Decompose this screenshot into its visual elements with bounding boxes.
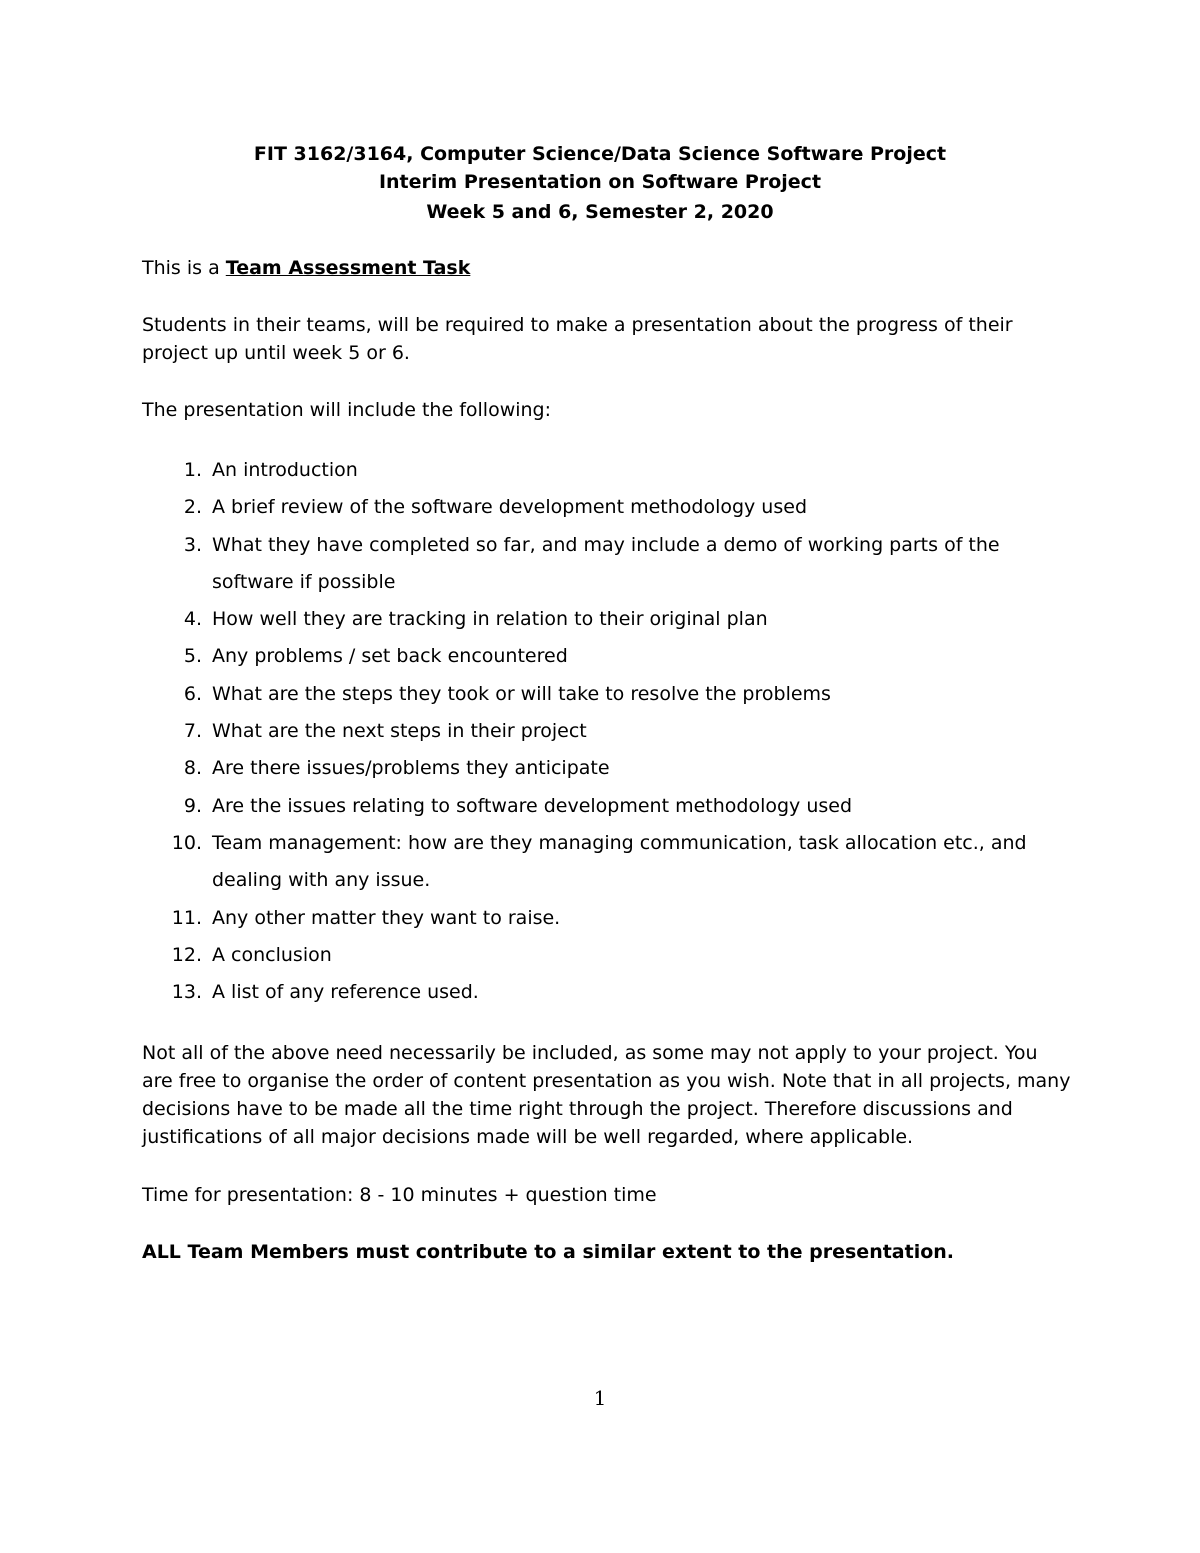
list-item-text: What are the steps they took or will take to resolve the problems (212, 682, 831, 705)
list-item-number: 5. (183, 645, 202, 668)
list-item-text: A conclusion (212, 943, 332, 966)
list-item-number: 12. (171, 943, 202, 966)
list-item (142, 750, 1042, 787)
list-item (142, 601, 1042, 638)
list-item (142, 638, 1042, 675)
list-item-text: How well they are tracking in relation to their original plan (212, 608, 768, 631)
list-item-number: 6. (183, 682, 202, 705)
list-item-number: 4. (183, 608, 202, 631)
list-item-number: 3. (183, 533, 202, 556)
list-item (142, 452, 1042, 489)
list-item-number: 9. (183, 794, 202, 817)
list-item-number: 13. (171, 981, 202, 1004)
list-item-text: Are there issues/problems they anticipate (212, 757, 610, 780)
time-paragraph: Time for presentation: 8 - 10 minutes + question time (142, 1184, 657, 1206)
list-item (142, 937, 1042, 974)
list-item-text: What are the next steps in their project (212, 720, 587, 743)
list-item-number: 7. (183, 720, 202, 743)
intro-prefix: This is a (142, 257, 226, 279)
list-item (142, 900, 1042, 937)
list-item-number: 8. (183, 757, 202, 780)
list-item (142, 974, 1042, 1011)
intro-paragraph (142, 254, 1072, 282)
list-item-text: Any other matter they want to raise. (212, 906, 561, 929)
intro-emphasis: Team Assessment Task (225, 257, 471, 279)
includes-paragraph: The presentation will include the following: (142, 399, 552, 421)
note-paragraph: Not all of the above need necessarily be included, as some may not apply to your project. You are free to organise the order of content presentation as you wish. Note that in all projects, many decisions have to be made all the time right through the project. Therefore discussions and justifications of all major decisions made will be well regarded, where applicable. (142, 1042, 1071, 1148)
list-item-number: 2. (183, 496, 202, 519)
list-item-text: Are the issues relating to software development methodology used (212, 794, 853, 817)
list-item-text: A list of any reference used. (212, 981, 479, 1004)
list-item-number: 11. (171, 906, 202, 929)
all-members-paragraph: ALL Team Members must contribute to a similar extent to the presentation. (142, 1241, 955, 1263)
presentation-items-list (142, 452, 1042, 1011)
list-item-text: Team management: how are they managing communication, task allocation etc., and dealing with any issue. (212, 831, 1027, 892)
list-item-text: A brief review of the software development methodology used (212, 496, 808, 519)
list-item-text: What they have completed so far, and may include a demo of working parts of the software if possible (212, 533, 1000, 593)
list-item-number: 1. (183, 459, 202, 481)
list-item (142, 825, 1042, 900)
document-subtitle: Interim Presentation on Software Project (378, 171, 822, 193)
students-paragraph: Students in their teams, will be required to make a presentation about the progress of their project up until week 5 or 6. (142, 314, 1013, 364)
list-item (142, 713, 1042, 750)
list-item (142, 676, 1042, 713)
list-item (142, 527, 1042, 602)
document-title: FIT 3162/3164, Computer Science/Data Science Software Project (253, 143, 947, 165)
list-item (142, 489, 1042, 526)
page-number: 1 (593, 1386, 607, 1410)
list-item-text: Any problems / set back encountered (212, 645, 568, 668)
list-item-text: An introduction (212, 459, 358, 481)
list-item (142, 788, 1042, 825)
list-item-number: 10. (171, 831, 202, 854)
document-date-line: Week 5 and 6, Semester 2, 2020 (426, 201, 774, 223)
